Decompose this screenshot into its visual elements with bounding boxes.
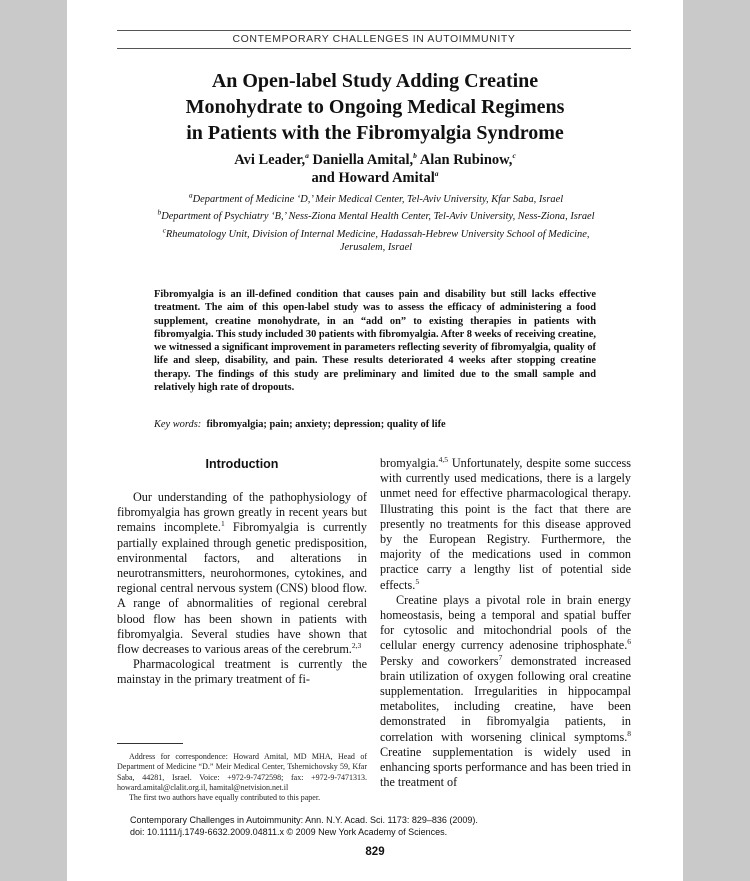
- abstract: Fibromyalgia is an ill-defined condition that causes pain and disability but still lacks effective treatment. The aim of this open-label study was to assess the efficacy of administering a food supplement, creatine monohydrate, in an “add on” to existing therapies in patients with fibromyalgia. This study included 30 patients with fibromyalgia. After 8 weeks of receiving creatine, we witnessed a significant improvement in parameters reflecting severity of fibromyalgia, quality of life and sleep, disability, and pain. These results deteriorated 4 weeks after stopping creatine therapy. The findings of this study are preliminary and limited due to the small sample and relatively high rate of dropouts.: [154, 289, 596, 394]
- body-column-left: [117, 490, 367, 688]
- doi-line: doi: 10.1111/j.1749-6632.2009.04811.x © 2009 New York Academy of Sciences.: [130, 826, 448, 837]
- keywords-label: Key words:: [154, 419, 202, 430]
- title-line: An Open-label Study Adding Creatine: [211, 70, 539, 92]
- author-affil-mark: a: [305, 151, 309, 161]
- paragraph: Our understanding of the pathophysiology of fibromyalgia has grown greatly in recent years but remains incomplete.$^1$ Fibromyalgia is currently partially explained through genetic predisposition, environmental factors, and alterations in neurotransmitters, neurohormones, cytokines, and regional central nervous system (CNS) blood flow. A range of abnormalities of regional cerebral blood flow has been shown in patients with fibromyalgia. Several studies have shown that flow decreases to various areas of the cerebrum.$^{2,3}$: [117, 490, 367, 657]
- body-column-right: [380, 456, 631, 790]
- paragraph: Creatine plays a pivotal role in brain energy homeostasis, being a temporal and spatial buffer for cytosolic and mitochondrial pools of the cellular energy currency adenosine triphosphate.$^6$ Persky and coworkers$^7$ demonstrated increased brain utilization of oxygen following oral creatine supplementation. Irregularities in hippocampal metabolites, including creatine, have been demonstrated in fibromyalgia patients, in correlation with worsening clinical symptoms.$^8$ Creatine supplementation is widely used in enhancing sports performance and has been tried in the treatment of: [380, 592, 631, 790]
- affiliation-c: $^c$Rheumatology Unit, Division of Internal Medicine, Hadassah-Hebrew University School of Medicine, Jerusalem, Israel: [162, 225, 590, 253]
- affiliation-a: $^a$Department of Medicine ‘D,’ Meir Medical Center, Tel-Aviv University, Kfar Saba, Israel: [188, 190, 564, 205]
- author-name: Daniella Amital,: [312, 152, 414, 168]
- title-line: Monohydrate to Ongoing Medical Regimens: [185, 96, 565, 118]
- article-title: [107, 68, 643, 146]
- author-name: Alan Rubinow,: [419, 152, 513, 168]
- paragraph: bromyalgia.$^{4,5}$ Unfortunately, despite some success with currently used medications, there is a largely unmet need for effective pharmacological therapy. Illustrating this point is the fact that there are presently no treatments for this disease approved by the European Registry. Furthermore, the majority of the medications used in common practice carry a lengthy list of potential side effects.$^5$: [380, 454, 631, 592]
- page-number: 829: [365, 846, 385, 858]
- journal-line: Contemporary Challenges in Autoimmunity: Ann. N.Y. Acad. Sci. 1173: 829–836 (2009).: [130, 815, 478, 825]
- keywords: [154, 418, 596, 431]
- paper-page: [67, 0, 683, 881]
- keywords-value: fibromyalgia; pain; anxiety; depression; quality of life: [206, 419, 446, 430]
- footnote-divider: [117, 743, 183, 744]
- footnote: [117, 752, 367, 803]
- journal-citation: [130, 815, 610, 838]
- author-list: [167, 151, 583, 187]
- author-affil-mark: b: [413, 151, 417, 161]
- author-name: and Howard Amital: [311, 170, 435, 186]
- author-affil-mark: a: [434, 169, 439, 179]
- author-affil-mark: c: [512, 151, 516, 161]
- affiliations: [151, 190, 601, 258]
- running-head: CONTEMPORARY CHALLENGES IN AUTOIMMUNITY: [117, 30, 631, 49]
- equal-contribution-note: The first two authors have equally contributed to this paper.: [129, 793, 321, 803]
- paragraph: Pharmacological treatment is currently the mainstay in the primary treatment of fi-: [117, 657, 367, 687]
- affiliation-b: $^b$Department of Psychiatry ‘B,’ Ness-Ziona Mental Health Center, Tel-Aviv University, Ness-Ziona, Israel: [157, 207, 595, 223]
- correspondence-note: Address for correspondence: Howard Amital, MD MHA, Head of Department of Medicine “D.” Meir Medical Center, Tshernichovsky 59, Kfar Saba, 44281, Israel. Voice: +972-9-7472598; fax: +972-9-7471313. howard.amital@clalit.org.il, hamital@netvision.net.il: [117, 752, 367, 792]
- author-name: Avi Leader,: [234, 152, 306, 168]
- title-line: in Patients with the Fibromyalgia Syndrome: [186, 122, 564, 144]
- section-heading-introduction: Introduction: [205, 457, 279, 471]
